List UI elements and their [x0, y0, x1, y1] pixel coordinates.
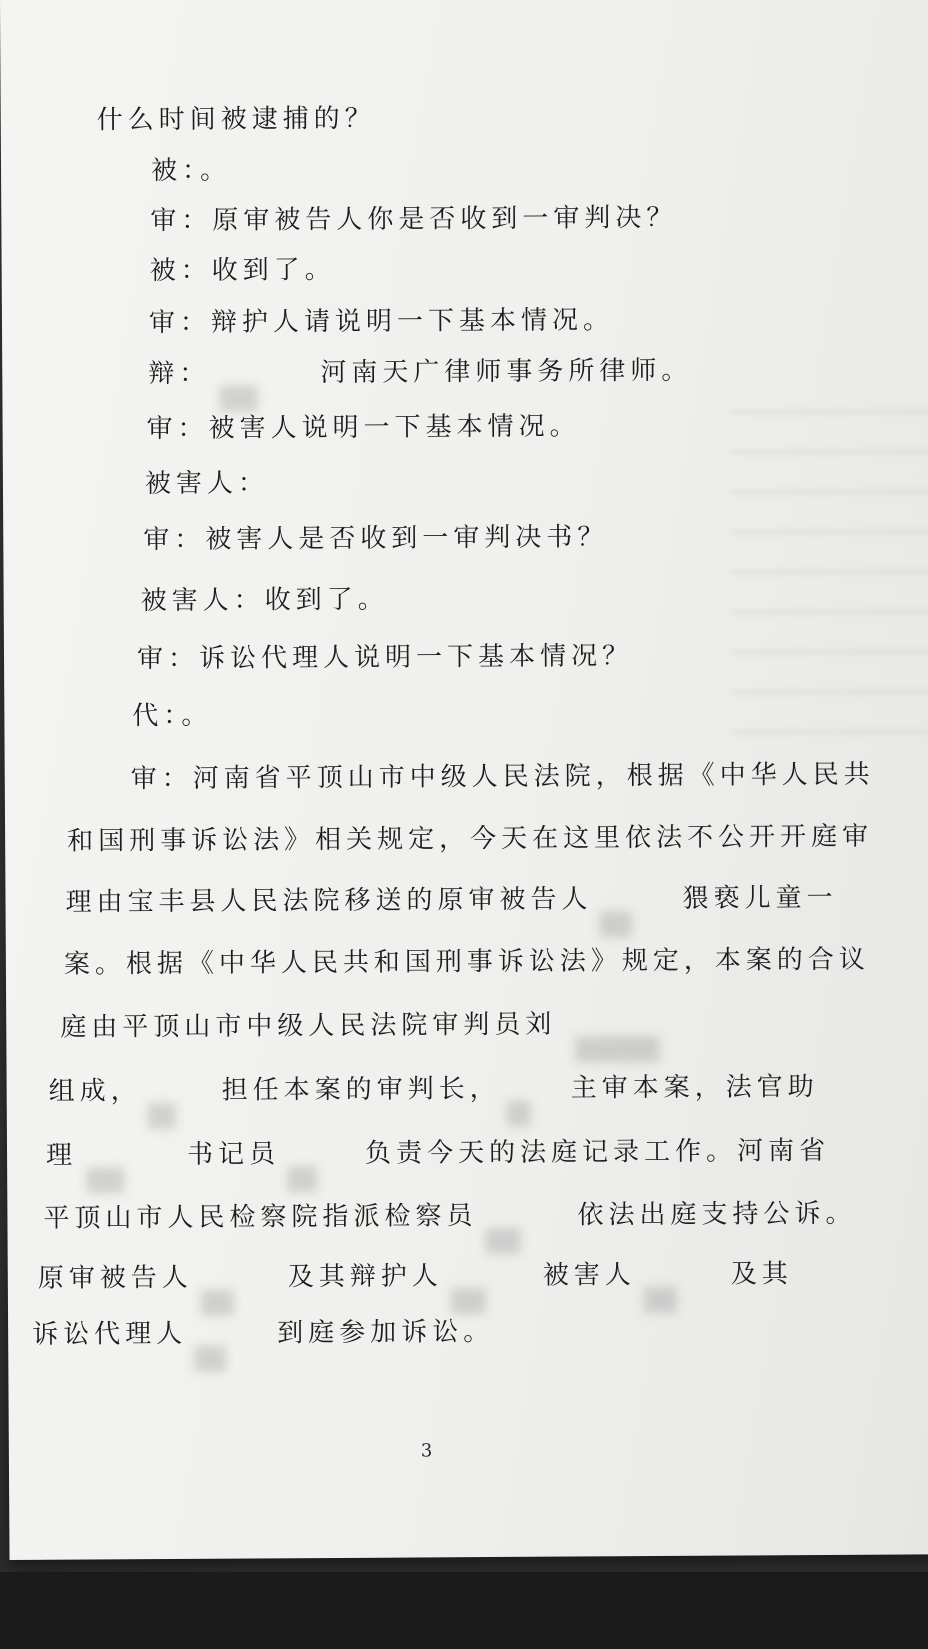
- text-segment: 诉讼代理人: [32, 1318, 188, 1350]
- text-segment: 理由宝丰县人民法院移送的原审被告人: [65, 884, 593, 918]
- redacted-region: [77, 1163, 187, 1164]
- text-segment: 案。根据《中华人民共和国刑事诉讼法》规定，本案的合议: [63, 944, 870, 980]
- redacted-region: [636, 1283, 731, 1284]
- text-line: [49, 1070, 819, 1109]
- text-line: [151, 154, 231, 188]
- text-line: [131, 758, 875, 797]
- redacted-region: [280, 1162, 365, 1163]
- text-segment: 被：。: [150, 155, 232, 187]
- text-segment: 河南天广律师事务所律师。: [320, 355, 693, 389]
- text-segment: 庭由平顶山市中级人民法院审判员刘: [60, 1009, 557, 1043]
- text-segment: 被害人：: [144, 468, 270, 500]
- text-segment: 理: [45, 1140, 78, 1171]
- text-line: [148, 354, 692, 391]
- text-segment: 和国刑事诉讼法》相关规定，今天在这里依法不公开开庭审: [67, 821, 874, 857]
- text-segment: 平顶山市人民检察院指派检察员: [43, 1201, 478, 1234]
- text-line: [145, 466, 269, 501]
- text-segment: 审：辩护人请说明一下基本情况。: [148, 305, 615, 339]
- text-line: [65, 881, 837, 920]
- text-segment: 审：河南省平顶山市中级人民法院，根据《中华人民共: [130, 759, 875, 795]
- text-line: [149, 303, 614, 340]
- text-line: [141, 583, 389, 619]
- text-segment: 辩：: [148, 358, 211, 390]
- redacted-region: [443, 1284, 543, 1285]
- text-segment: 组成，: [48, 1076, 142, 1107]
- text-line: [43, 1197, 856, 1236]
- text-line: [147, 409, 581, 446]
- text-line: [32, 1315, 494, 1352]
- text-segment: 审：被害人是否收到一审判决书？: [143, 522, 609, 556]
- text-segment: 什么时间被逮捕的？: [96, 103, 376, 136]
- text-segment: 被：收到了。: [149, 254, 336, 287]
- text-line: [97, 102, 376, 138]
- text-line: [143, 520, 608, 557]
- redacted-region: [193, 1285, 288, 1286]
- text-segment: 猥亵儿童一: [682, 882, 838, 914]
- text-segment: 代：。: [132, 700, 213, 732]
- text-segment: 担任本案的审判长，: [221, 1073, 501, 1106]
- text-segment: 及其: [730, 1259, 793, 1290]
- text-line: [64, 943, 870, 982]
- text-segment: 及其辩护人: [287, 1261, 443, 1293]
- text-line: [46, 1134, 830, 1173]
- redacted-region: [593, 907, 683, 908]
- text-line: [60, 1006, 796, 1044]
- text-segment: 依法出庭支持公诉。: [577, 1198, 857, 1231]
- text-line: [67, 820, 873, 859]
- text-line: [150, 201, 677, 238]
- text-line: [137, 639, 633, 676]
- text-segment: 原审被告人: [37, 1262, 193, 1294]
- text-line: [150, 253, 336, 288]
- redacted-region: [556, 1031, 796, 1032]
- text-line: [132, 699, 212, 733]
- text-segment: 主审本案，法官助: [570, 1072, 819, 1104]
- page-number: 3: [420, 1440, 433, 1462]
- background-surface: [0, 1572, 928, 1649]
- text-segment: 被害人：收到了。: [140, 584, 389, 617]
- text-segment: 审：原审被告人你是否收到一审判决？: [150, 202, 678, 237]
- text-segment: 被害人: [542, 1260, 636, 1291]
- redacted-region: [210, 381, 320, 382]
- text-segment: 审：被害人说明一下基本情况。: [146, 411, 581, 445]
- text-segment: 到庭参加诉讼。: [277, 1317, 495, 1349]
- text-segment: 审：诉讼代理人说明一下基本情况？: [136, 641, 634, 675]
- redacted-region: [187, 1341, 277, 1342]
- text-line: [38, 1257, 793, 1296]
- text-segment: 书记员: [186, 1139, 281, 1170]
- redacted-region: [478, 1223, 578, 1224]
- text-segment: 负责今天的法庭记录工作。河南省: [364, 1135, 831, 1169]
